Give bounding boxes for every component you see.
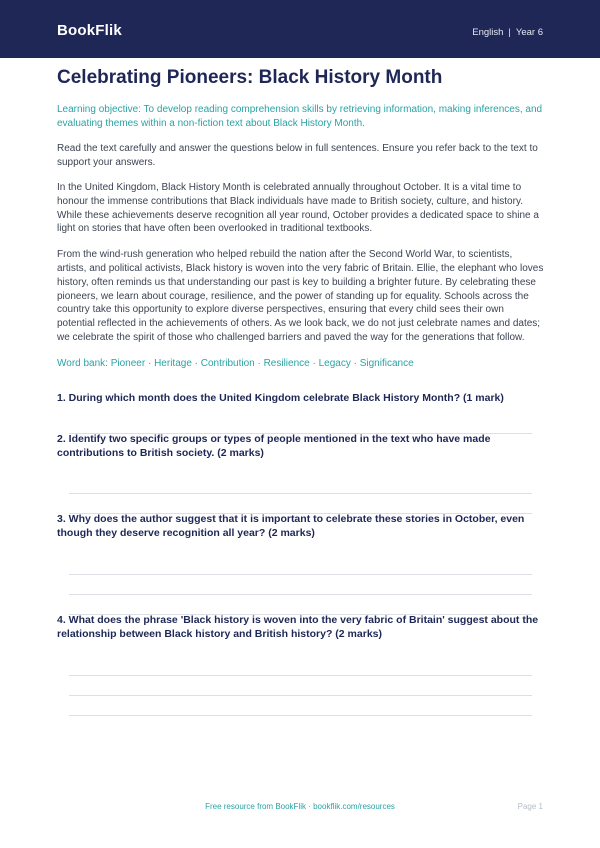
reading-paragraph-2: From the wind-rush generation who helped rebuild the nation after the Second World War, to scientists, artists, and political activists, Black history is woven into the very fabric of Britain. Ellie, the elephant who loves history, often reminds us that understanding our past is key to building a brighter future. By celebrating these pioneers, we learn about courage, resilience, and the power of standing up for equality. Schools across the country take this opportunity to explore diverse perspectives, ensuring that every child sees their own potential reflected in the achievements of others. As we look back, we do not just celebrate names and dates; we celebrate the spirit of those who challenged barriers and paved the way for the generations that follow. [57,249,544,343]
subject-label: English [472,27,504,38]
brand-logo: BookFlik [57,22,122,39]
footer-credit: Free resource from BookFlik · bookflik.com/resources [205,802,395,811]
word-bank: Word bank: Pioneer · Heritage · Contribution · Resilience · Legacy · Significance [57,357,414,369]
reading-paragraph-1: In the United Kingdom, Black History Month is celebrated annually throughout October. It is a vital time to honour the immense contributions that Black individuals have made to British society, culture, and history. While these achievements deserve recognition all year round, October provides a dedicated space to shine a light on stories that have often been overlooked in traditional textbooks. [57,182,539,235]
answer-line[interactable] [69,594,532,595]
answer-line[interactable] [69,675,532,676]
page-header [0,0,600,58]
answer-line[interactable] [69,574,532,575]
year-label: Year 6 [515,27,543,38]
question-4: 4. What does the phrase 'Black history is woven into the very fabric of Britain' suggest about the relationship between Black history and British history? (2 marks) [57,613,539,640]
question-2: 2. Identify two specific groups or types of people mentioned in the text who have made contributions to British society. (2 marks) [57,432,491,459]
question-3: 3. Why does the author suggest that it is important to celebrate these stories in October, even though they deserve recognition all year? (2 marks) [57,512,525,539]
answer-line[interactable] [69,715,532,716]
header-meta [472,27,543,38]
page-title: Celebrating Pioneers: Black History Month [57,67,443,88]
learning-objective: Learning objective: To develop reading comprehension skills by retrieving information, making inferences, and evaluating themes within a non-fiction text about Black History Month. [57,104,543,129]
worksheet-body [57,64,544,716]
instructions: Read the text carefully and answer the questions below in full sentences. Ensure you refer back to the text to support your answers. [57,143,538,168]
question-1: 1. During which month does the United Kingdom celebrate Black History Month? (1 mark) [57,391,504,404]
answer-line[interactable] [69,493,532,494]
answer-line[interactable] [69,695,532,696]
header-separator: | [508,27,511,38]
page-number: Page 1 [517,802,543,811]
